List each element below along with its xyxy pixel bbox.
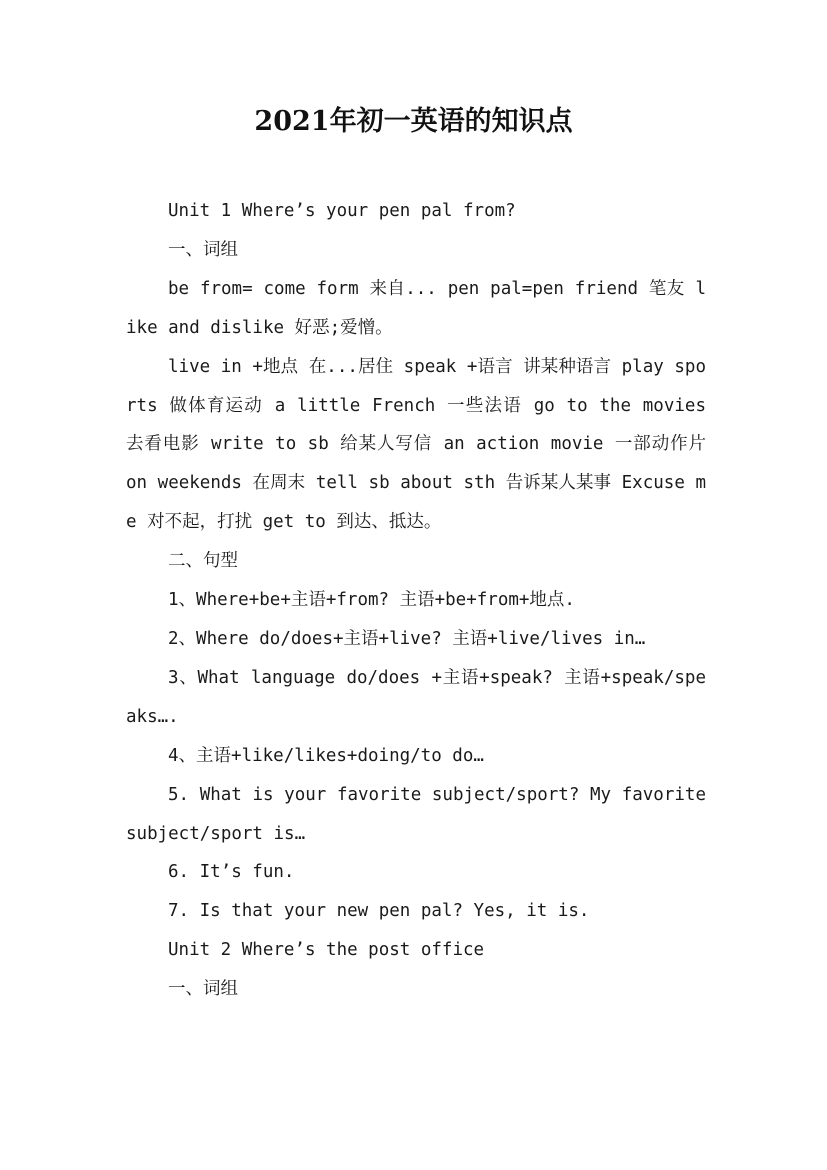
sentence-pattern-5: 5. What is your favorite subject/sport? My favorite subject/sport is…: [126, 784, 706, 844]
sentence-pattern-2: 2、Where do/does+主语+live? 主语+live/lives in…: [168, 628, 646, 649]
section-heading-sentences: 二、句型: [168, 551, 238, 572]
sentence-pattern-7: 7. Is that your new pen pal? Yes, it is.: [168, 901, 590, 922]
sentence-pattern-4: 4、主语+like/likes+doing/to do…: [168, 745, 484, 766]
document-title: 2021年初一英语的知识点: [254, 106, 573, 137]
sentence-pattern-1: 1、Where+be+主语+from? 主语+be+from+地点.: [168, 590, 575, 611]
sentence-pattern-3: 3、What language do/does +主语+speak? 主语+speak/speaks….: [126, 667, 706, 727]
unit-1-heading: Unit 1 Where’s your pen pal from?: [168, 201, 516, 221]
paragraph-phrases-1: be from= come form 来自... pen pal=pen friend 笔友 like and dislike 好恶;爱憎。: [126, 278, 706, 338]
unit-2-heading: Unit 2 Where’s the post office: [168, 940, 485, 961]
document-body: [126, 192, 706, 1009]
paragraph-phrases-2: live in +地点 在...居住 speak +语言 讲某种语言 play sports 做体育运动 a little French 一些法语 go to the movies 去看电影 write to sb 给某人写信 an action movie 一部动作片 on weekends 在周末 tell sb about sth 告诉某人某事 Excuse me 对不起，打扰 get to 到达、抵达。: [126, 356, 706, 533]
section-heading-phrases-unit-2: 一、词组: [168, 979, 238, 1000]
section-heading-phrases: 一、词组: [168, 239, 238, 260]
sentence-pattern-6: 6. It’s fun.: [168, 862, 295, 883]
